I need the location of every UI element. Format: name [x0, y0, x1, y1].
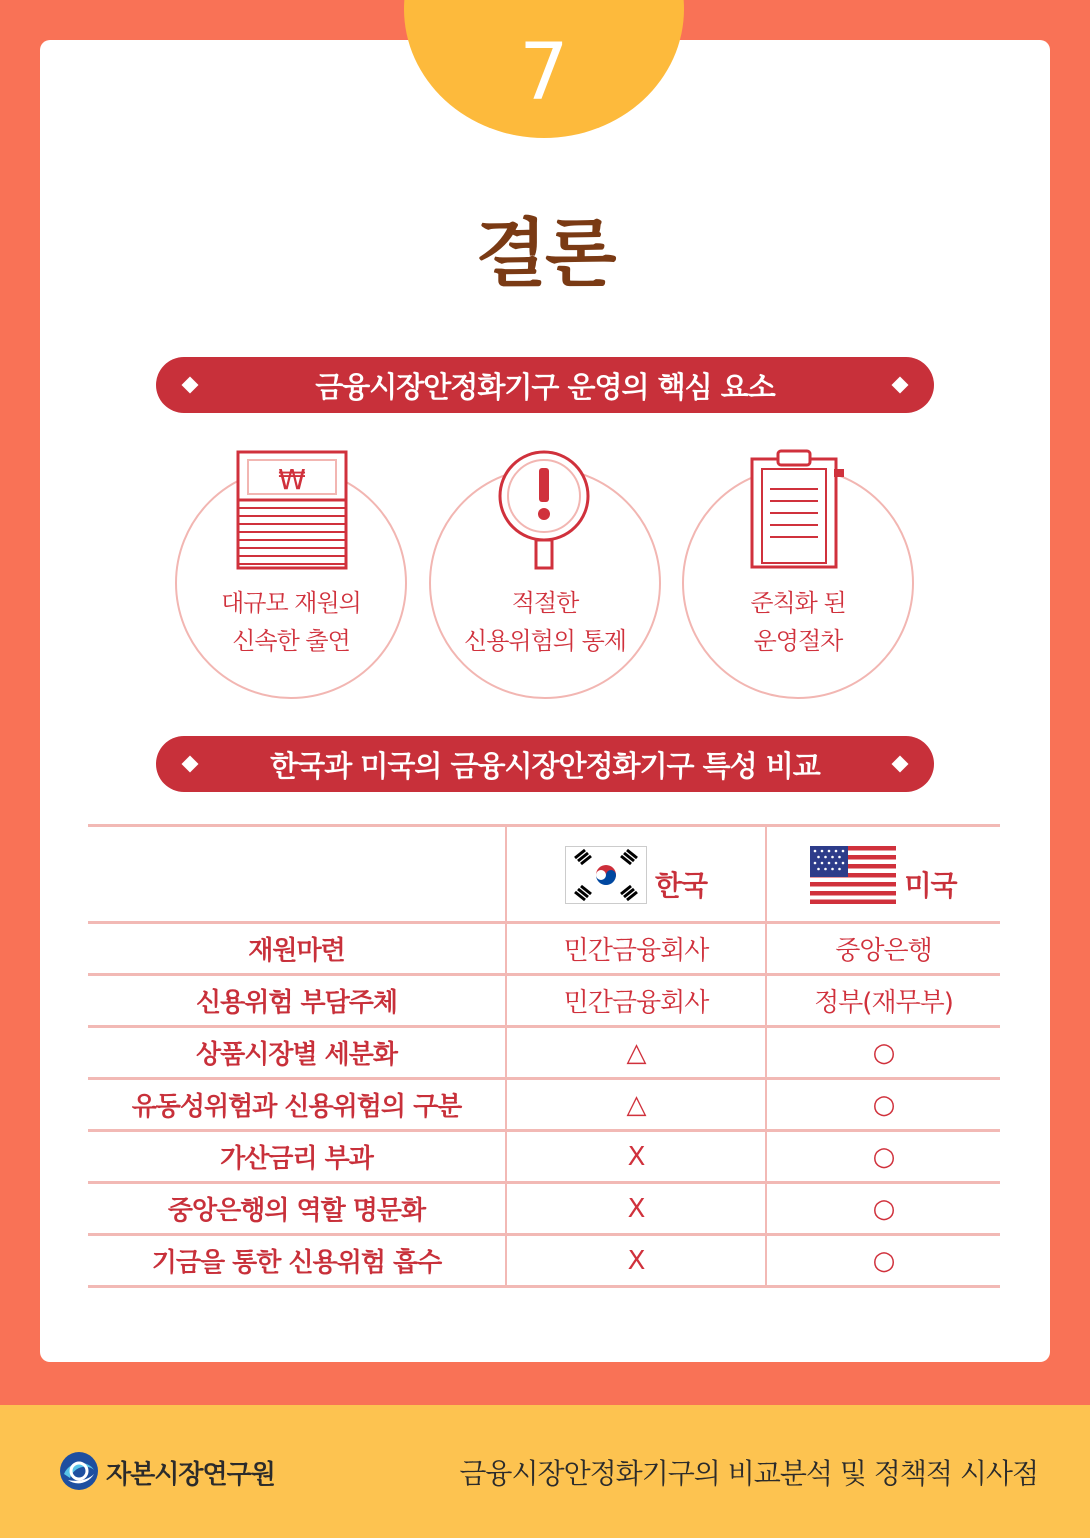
clipboard-icon — [748, 445, 848, 571]
page-number: 7 — [519, 28, 569, 118]
table-row: 가산금리 부과 X ○ — [88, 1131, 1000, 1183]
table-row: 재원마련 민간금융회사 중앙은행 — [88, 923, 1000, 975]
diamond-icon — [182, 756, 199, 773]
diamond-icon — [892, 377, 909, 394]
table-row: 상품시장별 세분화 △ ○ — [88, 1027, 1000, 1079]
report-title: 금융시장안정화기구의 비교분석 및 정책적 시사점 — [459, 1457, 1038, 1490]
country-label-korea: 한국 — [654, 869, 708, 902]
element-label-funding: 대규모 재원의 신속한 출연 — [221, 589, 361, 655]
element-label-risk-control: 적절한 신용위험의 통제 — [464, 589, 626, 655]
diamond-icon — [892, 756, 909, 773]
section-heading-core-elements — [156, 357, 934, 413]
diamond-icon — [182, 377, 199, 394]
section-heading-comparison — [156, 736, 934, 792]
won-symbol: ₩ — [278, 463, 306, 496]
section-heading-label: 한국과 미국의 금융시장안정화기구 특성 비교 — [270, 748, 820, 783]
section-heading-label: 금융시장안정화기구 운영의 핵심 요소 — [315, 369, 775, 404]
usa-flag-icon — [810, 846, 896, 904]
table-row: 유동성위험과 신용위험의 구분 △ ○ — [88, 1079, 1000, 1131]
organization-name: 자본시장연구원 — [106, 1460, 275, 1490]
page-title: 결론 — [475, 211, 615, 297]
korea-flag-icon — [565, 846, 647, 904]
table-row: 기금을 통한 신용위험 흡수 X ○ — [88, 1235, 1000, 1287]
table-row: 중앙은행의 역할 명문화 X ○ — [88, 1183, 1000, 1235]
element-label-procedure: 준칙화 된 운영절차 — [750, 589, 846, 655]
table-header-row — [88, 826, 1000, 923]
kcmi-logo-icon — [58, 1450, 100, 1492]
table-row: 신용위험 부담주체 민간금융회사 정부(재무부) — [88, 975, 1000, 1027]
comparison-table — [88, 824, 1000, 1288]
country-label-usa: 미국 — [904, 869, 957, 902]
won-banknote-icon — [236, 450, 348, 570]
exclamation-sign-icon — [496, 448, 592, 572]
